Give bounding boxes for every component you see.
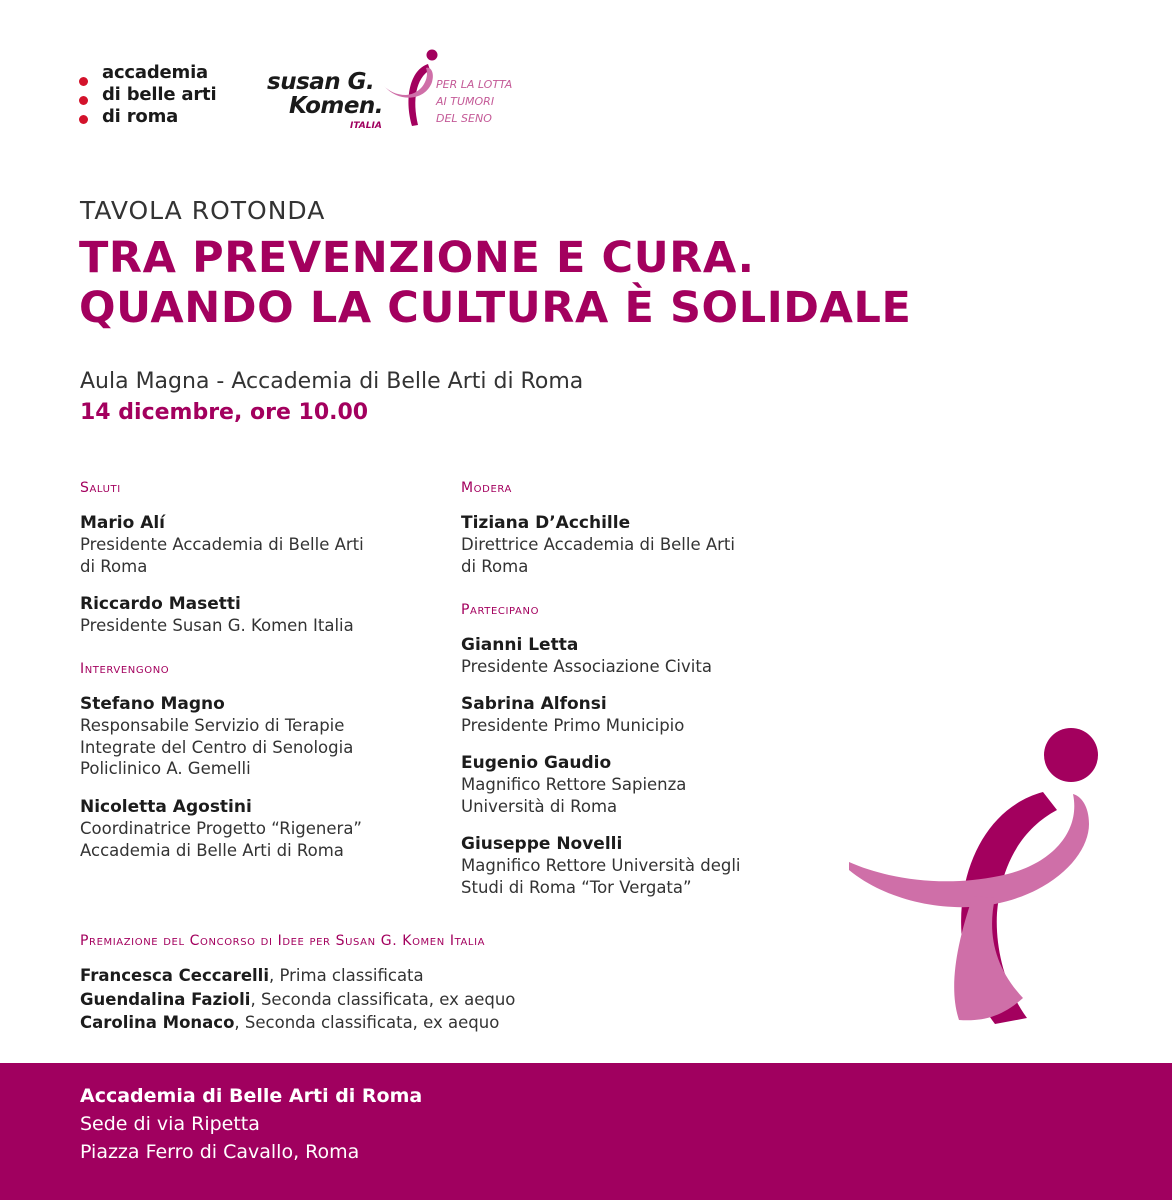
footer-address-line2: Piazza Ferro di Cavallo, Roma (80, 1141, 360, 1163)
section-label-saluti: Saluti (80, 480, 121, 496)
speaker-entry (80, 593, 354, 637)
speaker-role-line: di Roma (461, 556, 529, 576)
speaker-name: Gianni Letta (461, 635, 579, 655)
speaker-role (461, 855, 741, 898)
event-kicker: TAVOLA ROTONDA (80, 196, 326, 225)
speaker-role (461, 656, 712, 678)
speaker-role-line: Policlinico A. Gemelli (80, 759, 251, 778)
winner-name: Francesca Ceccarelli (80, 966, 269, 985)
winner-item (80, 1011, 515, 1035)
komen-ribbon-icon (382, 48, 440, 128)
speaker-name: Eugenio Gaudio (461, 753, 612, 773)
accademia-logo-text (102, 62, 216, 128)
section-label-partecipano: Partecipano (461, 602, 540, 618)
speaker-role-line: Presidente Primo Municipio (461, 716, 685, 735)
speaker-role-line: Responsabile Servizio di Terapie (80, 716, 345, 735)
accademia-logo-dots (79, 77, 89, 125)
speaker-name: Giuseppe Novelli (461, 834, 623, 854)
speaker-role (80, 818, 362, 861)
speaker-name: Stefano Magno (80, 694, 225, 714)
winner-item (80, 964, 515, 988)
winner-name: Carolina Monaco (80, 1013, 235, 1032)
speaker-name: Nicoletta Agostini (80, 797, 252, 817)
speaker-entry (461, 512, 735, 577)
speaker-role (461, 774, 686, 817)
komen-logo-name-line1: susan G. (267, 69, 375, 95)
speaker-entry (80, 693, 353, 780)
speaker-role (80, 715, 353, 780)
speaker-role (80, 615, 354, 637)
komen-logo-tagline (436, 76, 512, 127)
speaker-role-line: Presidente Accademia di Belle Arti (80, 535, 364, 554)
event-venue: Aula Magna - Accademia di Belle Arti di Roma (80, 369, 584, 394)
footer-address-line1: Sede di via Ripetta (80, 1113, 260, 1135)
winner-place: , Seconda classificata, ex aequo (250, 989, 516, 1009)
speaker-name: Riccardo Masetti (80, 594, 241, 614)
accademia-logo-line: di belle arti (102, 84, 217, 105)
komen-tagline-line: AI TUMORI (436, 95, 495, 108)
komen-tagline-line: PER LA LOTTA (436, 78, 513, 91)
speaker-name: Tiziana D’Acchille (461, 513, 631, 533)
winner-place: , Prima classificata (268, 966, 424, 985)
speaker-role-line: Magnifico Rettore Università degli (461, 856, 741, 875)
speaker-role (461, 534, 735, 577)
footer-institution: Accademia di Belle Arti di Roma (80, 1085, 423, 1107)
speaker-role-line: Studi di Roma “Tor Vergata” (461, 877, 692, 897)
speaker-name: Sabrina Alfonsi (461, 694, 607, 714)
speaker-entry (80, 796, 362, 861)
winners-list (80, 964, 515, 1035)
speaker-role (461, 715, 684, 737)
event-date: 14 dicembre, ore 10.00 (80, 400, 369, 425)
komen-logo-country: ITALIA (350, 121, 382, 131)
event-title (79, 233, 911, 333)
event-title-line2: QUANDO LA CULTURA È SOLIDALE (79, 283, 912, 333)
speaker-entry (461, 634, 712, 678)
speaker-role-line: Direttrice Accademia di Belle Arti (461, 535, 735, 554)
speaker-entry (461, 752, 686, 817)
speaker-role-line: Università di Roma (461, 796, 618, 816)
winner-name: Guendalina Fazioli (80, 989, 251, 1009)
winner-item (80, 988, 515, 1012)
section-label-premiazione: Premiazione del Concorso di Idee per Susan G. Komen Italia (80, 933, 486, 949)
accademia-logo-line: di roma (102, 106, 179, 127)
komen-tagline-line: DEL SENO (436, 112, 492, 125)
komen-logo-name-line2: Komen. (289, 93, 384, 119)
speaker-role-line: Coordinatrice Progetto “Rigenera” (80, 819, 362, 838)
winner-place: , Seconda classificata, ex aequo (234, 1013, 500, 1032)
komen-logo-name (267, 70, 383, 118)
speaker-role-line: di Roma (80, 556, 148, 576)
speaker-entry (461, 693, 684, 737)
section-label-intervengono: Intervengono (80, 661, 170, 677)
speaker-entry (461, 833, 741, 898)
speaker-role-line: Accademia di Belle Arti di Roma (80, 840, 344, 860)
speaker-role (80, 534, 364, 577)
speaker-role-line: Magnifico Rettore Sapienza (461, 775, 687, 794)
pink-ribbon-icon (845, 728, 1105, 1028)
speaker-name: Mario Alí (80, 513, 166, 533)
speaker-entry (80, 512, 364, 577)
speaker-role-line: Integrate del Centro di Senologia (80, 737, 354, 757)
speaker-role-line: Presidente Associazione Civita (461, 657, 712, 676)
event-title-line1: TRA PREVENZIONE E CURA. (79, 233, 755, 283)
accademia-logo-line: accademia (102, 62, 208, 83)
speaker-role-line: Presidente Susan G. Komen Italia (80, 616, 354, 635)
section-label-modera: Modera (461, 480, 512, 496)
